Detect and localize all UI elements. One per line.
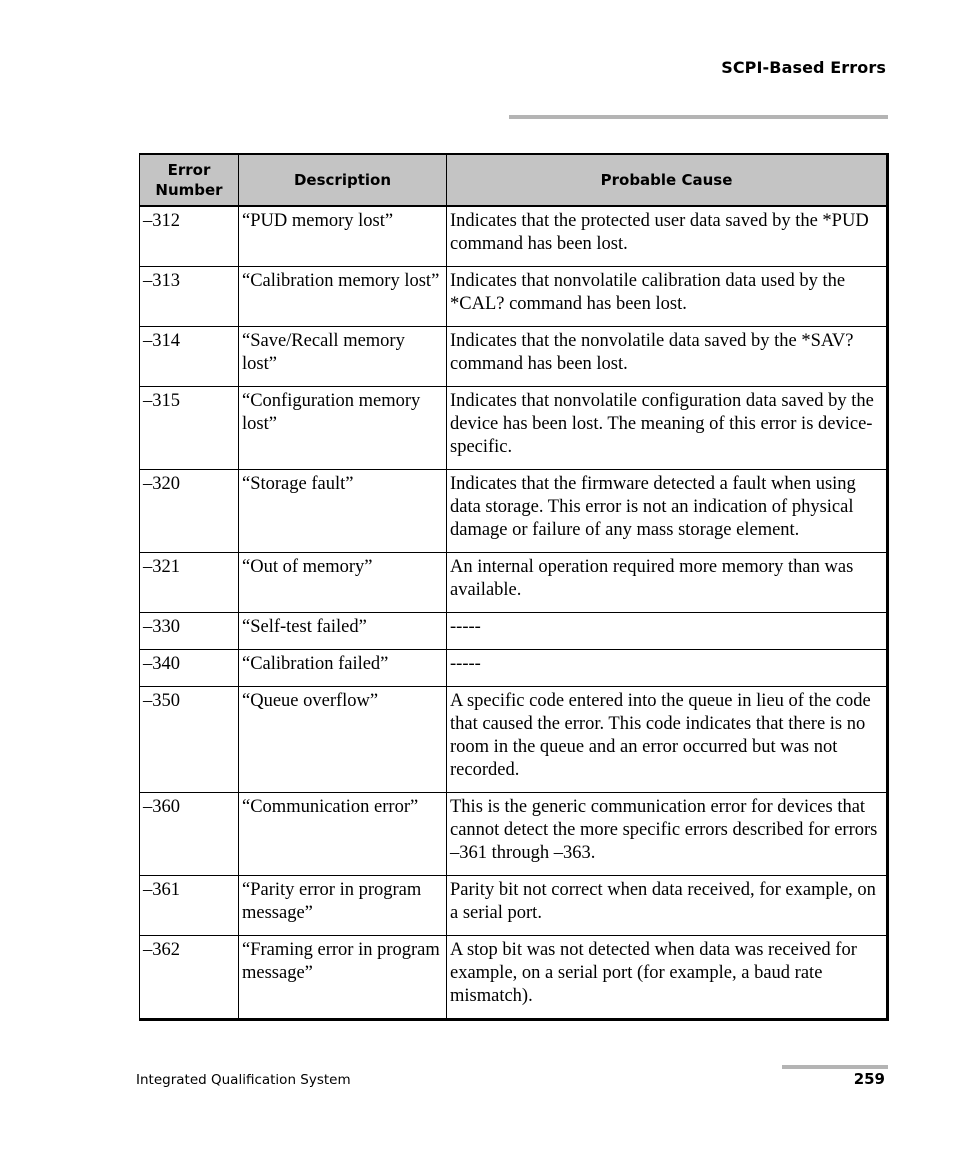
description-cell: “Communication error” [239,793,447,876]
probable-cause-cell: Indicates that the firmware detected a fault when using data storage. This error is not an indication of physical damage or failure of any mass storage element. [447,470,888,553]
description-cell: “Out of memory” [239,553,447,613]
error-number-cell: –321 [140,553,239,613]
description-cell: “Queue overflow” [239,687,447,793]
description-cell: “Parity error in program message” [239,876,447,936]
probable-cause-cell: Parity bit not correct when data received, for example, on a serial port. [447,876,888,936]
error-number-cell: –314 [140,327,239,387]
section-title: SCPI-Based Errors [721,58,886,77]
table-row [140,553,888,613]
column-header-error-number: Error Number [140,154,239,206]
description-cell: “Framing error in program message” [239,936,447,1020]
description-cell: “Calibration failed” [239,650,447,687]
description-cell: “Calibration memory lost” [239,267,447,327]
error-number-cell: –360 [140,793,239,876]
error-number-cell: –362 [140,936,239,1020]
probable-cause-cell: This is the generic communication error for devices that cannot detect the more specific errors described for errors –361 through –363. [447,793,888,876]
error-number-cell: –330 [140,613,239,650]
column-header-description: Description [239,154,447,206]
description-cell: “Save/Recall memory lost” [239,327,447,387]
table-row [140,327,888,387]
table-row [140,613,888,650]
table-row [140,876,888,936]
probable-cause-cell: ----- [447,650,888,687]
description-cell: “Configuration memory lost” [239,387,447,470]
probable-cause-cell: An internal operation required more memory than was available. [447,553,888,613]
table-row [140,793,888,876]
footer-rule [782,1065,888,1069]
header-rule [509,115,888,119]
error-number-cell: –350 [140,687,239,793]
probable-cause-cell: Indicates that nonvolatile calibration data used by the *CAL? command has been lost. [447,267,888,327]
error-number-cell: –361 [140,876,239,936]
description-cell: “PUD memory lost” [239,206,447,267]
column-header-probable-cause: Probable Cause [447,154,888,206]
table-row [140,206,888,267]
table-row [140,936,888,1020]
table-row [140,470,888,553]
page-number: 259 [853,1070,885,1088]
probable-cause-cell: A stop bit was not detected when data was received for example, on a serial port (for example, a baud rate mismatch). [447,936,888,1020]
table-header-row [140,154,888,206]
probable-cause-cell: A specific code entered into the queue in lieu of the code that caused the error. This code indicates that there is no room in the queue and an error occurred but was not recorded. [447,687,888,793]
description-cell: “Storage fault” [239,470,447,553]
error-number-cell: –340 [140,650,239,687]
probable-cause-cell: Indicates that nonvolatile configuration data saved by the device has been lost. The meaning of this error is device-specific. [447,387,888,470]
error-number-cell: –320 [140,470,239,553]
probable-cause-cell: ----- [447,613,888,650]
footer-product-name: Integrated Qualification System [136,1072,351,1088]
table-row [140,687,888,793]
description-cell: “Self-test failed” [239,613,447,650]
error-number-cell: –312 [140,206,239,267]
probable-cause-cell: Indicates that the protected user data saved by the *PUD command has been lost. [447,206,888,267]
error-table [139,153,889,1021]
table-row [140,650,888,687]
error-number-cell: –315 [140,387,239,470]
error-number-cell: –313 [140,267,239,327]
probable-cause-cell: Indicates that the nonvolatile data saved by the *SAV? command has been lost. [447,327,888,387]
table-row [140,387,888,470]
table-row [140,267,888,327]
